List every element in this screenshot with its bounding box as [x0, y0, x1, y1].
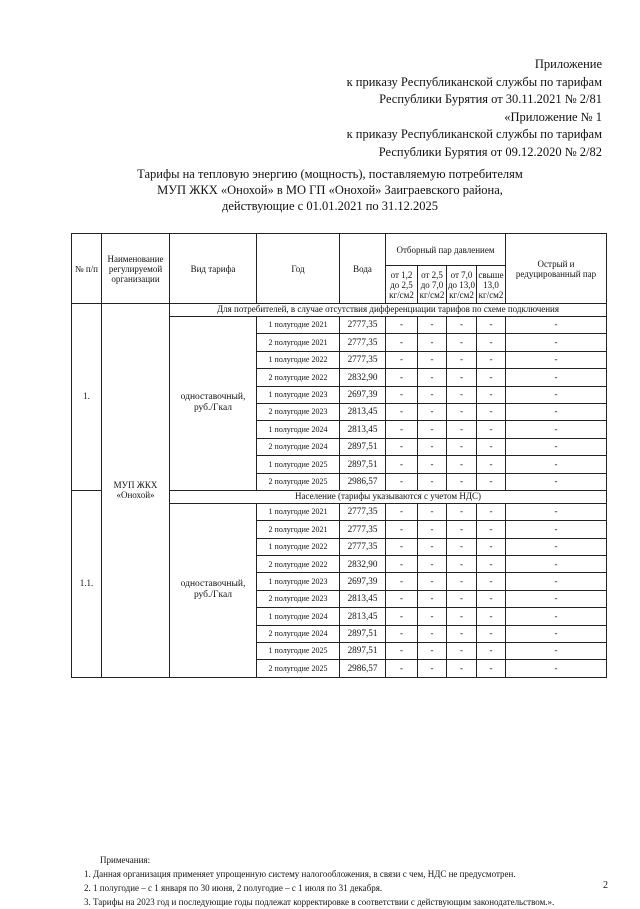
steam-tariff-value: - [447, 625, 477, 642]
water-tariff-value: 2897,51 [340, 456, 386, 473]
period-cell: 2 полугодие 2021 [257, 521, 340, 538]
period-cell: 1 полугодие 2025 [257, 456, 340, 473]
sharp-steam-value: - [506, 369, 607, 386]
steam-tariff-value: - [477, 556, 506, 573]
header-line: «Приложение № 1 [504, 109, 602, 124]
steam-tariff-value: - [447, 421, 477, 438]
water-tariff-value: 2986,57 [340, 473, 386, 490]
header-steam-col: от 2,5 до 7,0 кг/см2 [418, 266, 447, 304]
sharp-steam-value: - [506, 625, 607, 642]
steam-tariff-value: - [447, 573, 477, 590]
steam-tariff-value: - [418, 403, 447, 420]
steam-tariff-value: - [418, 456, 447, 473]
period-cell: 1 полугодие 2025 [257, 643, 340, 660]
sharp-steam-value: - [506, 438, 607, 455]
header-steam-col: от 7,0 до 13,0 кг/см2 [447, 266, 477, 304]
header-line: к приказу Республиканской службы по тарифам [346, 74, 602, 89]
note-item: 3. Тарифы на 2023 год и последующие годы подлежат корректировке в соответствии с действующим законодательством.». [84, 897, 555, 907]
water-tariff-value: 2813,45 [340, 403, 386, 420]
steam-tariff-value: - [418, 538, 447, 555]
water-tariff-value: 2697,39 [340, 573, 386, 590]
water-tariff-value: 2813,45 [340, 608, 386, 625]
section-title-row [72, 304, 607, 317]
water-tariff-value: 2777,35 [340, 317, 386, 334]
steam-tariff-value: - [386, 473, 418, 490]
steam-tariff-value: - [447, 456, 477, 473]
period-cell: 1 полугодие 2024 [257, 608, 340, 625]
table-body [72, 304, 607, 678]
steam-tariff-value: - [477, 421, 506, 438]
period-cell: 2 полугодие 2022 [257, 369, 340, 386]
steam-tariff-value: - [386, 403, 418, 420]
steam-tariff-value: - [447, 538, 477, 555]
period-cell: 2 полугодие 2024 [257, 438, 340, 455]
steam-tariff-value: - [447, 503, 477, 520]
steam-tariff-value: - [477, 473, 506, 490]
water-tariff-value: 2777,35 [340, 538, 386, 555]
water-tariff-value: 2832,90 [340, 556, 386, 573]
header-water: Вода [340, 234, 386, 304]
header-line: Приложение [534, 57, 602, 71]
water-tariff-value: 2697,39 [340, 386, 386, 403]
steam-tariff-value: - [418, 503, 447, 520]
water-tariff-value: 2897,51 [340, 438, 386, 455]
period-cell: 1 полугодие 2023 [257, 386, 340, 403]
steam-tariff-value: - [477, 503, 506, 520]
steam-tariff-value: - [418, 334, 447, 351]
period-cell: 1 полугодие 2022 [257, 351, 340, 368]
sharp-steam-value: - [506, 521, 607, 538]
steam-tariff-value: - [418, 660, 447, 677]
steam-tariff-value: - [418, 421, 447, 438]
sharp-steam-value: - [506, 317, 607, 334]
sharp-steam-value: - [506, 590, 607, 607]
header-sharp-steam: Острый и редуцированный пар [506, 234, 607, 304]
steam-tariff-value: - [477, 438, 506, 455]
period-cell: 1 полугодие 2021 [257, 503, 340, 520]
steam-tariff-value: - [418, 521, 447, 538]
steam-tariff-value: - [386, 573, 418, 590]
title-line-1: Тарифы на тепловую энергию (мощность), поставляемую потребителям [137, 167, 523, 181]
sharp-steam-value: - [506, 503, 607, 520]
water-tariff-value: 2986,57 [340, 660, 386, 677]
header-org: Наименование регулируемой организации [102, 234, 170, 304]
steam-tariff-value: - [477, 369, 506, 386]
steam-tariff-value: - [418, 369, 447, 386]
steam-tariff-value: - [447, 521, 477, 538]
steam-tariff-value: - [477, 386, 506, 403]
period-cell: 2 полугодие 2024 [257, 625, 340, 642]
tariff-kind: одноставочный, руб./Гкал [170, 317, 257, 491]
steam-tariff-value: - [418, 438, 447, 455]
steam-tariff-value: - [418, 473, 447, 490]
steam-tariff-value: - [447, 660, 477, 677]
steam-tariff-value: - [386, 351, 418, 368]
steam-tariff-value: - [447, 556, 477, 573]
sharp-steam-value: - [506, 473, 607, 490]
sharp-steam-value: - [506, 573, 607, 590]
steam-tariff-value: - [447, 403, 477, 420]
section-title: Население (тарифы указываются с учетом НДС) [170, 490, 607, 503]
steam-tariff-value: - [447, 351, 477, 368]
appendix-header [347, 56, 602, 161]
steam-tariff-value: - [386, 386, 418, 403]
water-tariff-value: 2832,90 [340, 369, 386, 386]
header-num: № п/п [72, 234, 102, 304]
sharp-steam-value: - [506, 556, 607, 573]
sharp-steam-value: - [506, 456, 607, 473]
steam-tariff-value: - [386, 608, 418, 625]
sharp-steam-value: - [506, 643, 607, 660]
steam-tariff-value: - [386, 660, 418, 677]
steam-tariff-value: - [418, 351, 447, 368]
period-cell: 1 полугодие 2024 [257, 421, 340, 438]
steam-tariff-value: - [477, 590, 506, 607]
notes-label: Примечания: [100, 855, 151, 865]
steam-tariff-value: - [386, 456, 418, 473]
steam-tariff-value: - [418, 317, 447, 334]
header-year: Год [257, 234, 340, 304]
header-steam-group: Отборный пар давлением [386, 234, 506, 266]
steam-tariff-value: - [447, 590, 477, 607]
notes [70, 853, 610, 909]
steam-tariff-value: - [386, 643, 418, 660]
sharp-steam-value: - [506, 608, 607, 625]
sharp-steam-value: - [506, 660, 607, 677]
steam-tariff-value: - [418, 643, 447, 660]
steam-tariff-value: - [386, 538, 418, 555]
steam-tariff-value: - [386, 521, 418, 538]
steam-tariff-value: - [477, 351, 506, 368]
steam-tariff-value: - [386, 369, 418, 386]
steam-tariff-value: - [418, 625, 447, 642]
sharp-steam-value: - [506, 386, 607, 403]
period-cell: 2 полугодие 2025 [257, 660, 340, 677]
sharp-steam-value: - [506, 403, 607, 420]
header-steam-col: от 1,2 до 2,5 кг/см2 [386, 266, 418, 304]
steam-tariff-value: - [418, 556, 447, 573]
steam-tariff-value: - [386, 503, 418, 520]
note-item: 1. Данная организация применяет упрощенную систему налогообложения, в связи с чем, НДС не предусмотрен. [84, 869, 516, 879]
document-title [110, 166, 550, 214]
tariff-kind: одноставочный, руб./Гкал [170, 503, 257, 677]
sharp-steam-value: - [506, 538, 607, 555]
steam-tariff-value: - [447, 386, 477, 403]
steam-tariff-value: - [447, 334, 477, 351]
steam-tariff-value: - [477, 625, 506, 642]
steam-tariff-value: - [477, 456, 506, 473]
steam-tariff-value: - [477, 573, 506, 590]
period-cell: 1 полугодие 2022 [257, 538, 340, 555]
steam-tariff-value: - [418, 608, 447, 625]
steam-tariff-value: - [386, 625, 418, 642]
section-number: 1. [72, 304, 102, 491]
header-steam-col: свыше 13,0 кг/см2 [477, 266, 506, 304]
header-line: к приказу Республиканской службы по тарифам [346, 127, 602, 141]
steam-tariff-value: - [477, 608, 506, 625]
steam-tariff-value: - [386, 438, 418, 455]
steam-tariff-value: - [477, 538, 506, 555]
period-cell: 1 полугодие 2021 [257, 317, 340, 334]
steam-tariff-value: - [447, 369, 477, 386]
sharp-steam-value: - [506, 421, 607, 438]
sharp-steam-value: - [506, 351, 607, 368]
header-line: Республики Бурятия от 30.11.2021 № 2/81 [379, 92, 602, 106]
page-number: 2 [603, 880, 608, 891]
steam-tariff-value: - [418, 573, 447, 590]
steam-tariff-value: - [418, 590, 447, 607]
water-tariff-value: 2897,51 [340, 625, 386, 642]
title-line-3: действующие с 01.01.2021 по 31.12.2025 [221, 199, 439, 213]
steam-tariff-value: - [386, 590, 418, 607]
water-tariff-value: 2813,45 [340, 421, 386, 438]
organization-name: МУП ЖКХ «Онохой» [102, 304, 170, 678]
steam-tariff-value: - [477, 521, 506, 538]
tariff-table [71, 233, 607, 678]
steam-tariff-value: - [386, 334, 418, 351]
steam-tariff-value: - [447, 473, 477, 490]
note-item: 2. 1 полугодие – с 1 января по 30 июня, 2 полугодие – с 1 июля по 31 декабря. [84, 883, 383, 893]
steam-tariff-value: - [477, 334, 506, 351]
water-tariff-value: 2777,35 [340, 351, 386, 368]
section-title: Для потребителей, в случае отсутствия дифференциации тарифов по схеме подключения [170, 304, 607, 317]
section-number: 1.1. [72, 490, 102, 677]
header-kind: Вид тарифа [170, 234, 257, 304]
steam-tariff-value: - [477, 660, 506, 677]
steam-tariff-value: - [477, 403, 506, 420]
steam-tariff-value: - [477, 643, 506, 660]
sharp-steam-value: - [506, 334, 607, 351]
period-cell: 2 полугодие 2025 [257, 473, 340, 490]
steam-tariff-value: - [447, 643, 477, 660]
steam-tariff-value: - [386, 317, 418, 334]
water-tariff-value: 2897,51 [340, 643, 386, 660]
water-tariff-value: 2813,45 [340, 590, 386, 607]
period-cell: 2 полугодие 2021 [257, 334, 340, 351]
steam-tariff-value: - [447, 608, 477, 625]
period-cell: 2 полугодие 2022 [257, 556, 340, 573]
steam-tariff-value: - [447, 438, 477, 455]
steam-tariff-value: - [477, 317, 506, 334]
steam-tariff-value: - [447, 317, 477, 334]
period-cell: 1 полугодие 2023 [257, 573, 340, 590]
steam-tariff-value: - [386, 556, 418, 573]
header-line: Республики Бурятия от 09.12.2020 № 2/82 [378, 144, 602, 159]
water-tariff-value: 2777,35 [340, 334, 386, 351]
steam-tariff-value: - [386, 421, 418, 438]
water-tariff-value: 2777,35 [340, 521, 386, 538]
period-cell: 2 полугодие 2023 [257, 403, 340, 420]
water-tariff-value: 2777,35 [340, 503, 386, 520]
title-line-2: МУП ЖКХ «Онохой» в МО ГП «Онохой» Заиграевского района, [157, 183, 503, 197]
period-cell: 2 полугодие 2023 [257, 590, 340, 607]
steam-tariff-value: - [418, 386, 447, 403]
